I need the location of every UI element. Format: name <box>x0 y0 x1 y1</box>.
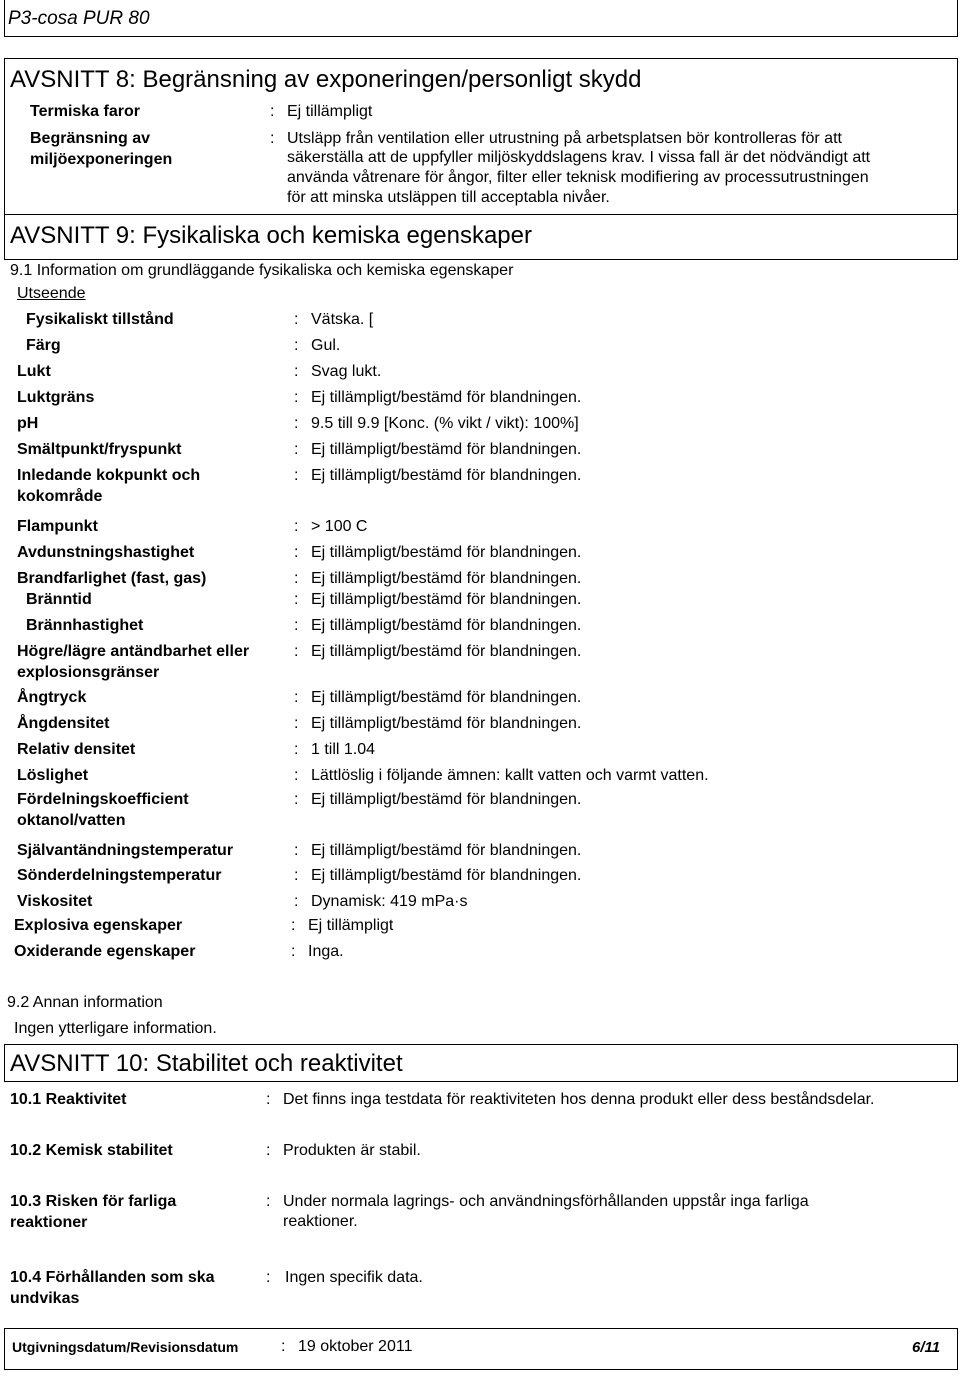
colon: : <box>294 389 299 406</box>
page-number: 6/11 <box>912 1339 941 1356</box>
footer-label: Utgivningsdatum/Revisionsdatum <box>12 1339 239 1355</box>
colon: : <box>266 1091 271 1108</box>
section-9-title: AVSNITT 9: Fysikaliska och kemiska egenskaper <box>10 222 532 249</box>
prop-value: > 100 C <box>311 518 368 535</box>
label-env-exposure-1: Begränsning av <box>30 130 151 147</box>
reactivity-label: 10.1 Reaktivitet <box>10 1091 127 1108</box>
prop-label: Fördelningskoefficient <box>17 791 189 808</box>
env-exposure-line-2: säkerställa att de uppfyller miljöskyddslagens krav. I vissa fall är det nödvändigt att <box>287 149 871 166</box>
colon: : <box>294 544 299 561</box>
colon: : <box>294 643 299 660</box>
colon: : <box>294 415 299 432</box>
prop-label: Högre/lägre antändbarhet eller <box>17 643 250 660</box>
colon: : <box>294 617 299 634</box>
other-info-text: Ingen ytterligare information. <box>14 1020 217 1037</box>
prop-label: Brännhastighet <box>26 617 144 634</box>
prop-value: Ej tillämpligt/bestämd för blandningen. <box>311 617 582 634</box>
prop-label: Sönderdelningstemperatur <box>17 867 222 884</box>
hazardous-reactions-value: Under normala lagrings- och användningsförhållanden uppstår inga farliga <box>283 1193 809 1210</box>
prop-value: Ej tillämpligt/bestämd för blandningen. <box>311 715 582 732</box>
prop-value: Ej tillämpligt/bestämd för blandningen. <box>311 842 582 859</box>
section-10-title: AVSNITT 10: Stabilitet och reaktivitet <box>10 1050 403 1077</box>
value-thermal-hazards: Ej tillämpligt <box>287 103 373 120</box>
prop-label: Luktgräns <box>17 389 95 406</box>
prop-label: oktanol/vatten <box>17 812 126 829</box>
prop-value: Ej tillämpligt/bestämd för blandningen. <box>311 643 582 660</box>
conditions-avoid-label: undvikas <box>10 1290 80 1307</box>
colon: : <box>294 767 299 784</box>
prop-label: Självantändningstemperatur <box>17 842 234 859</box>
prop-value: Ej tillämpligt/bestämd för blandningen. <box>311 867 582 884</box>
env-exposure-line-4: för att minska utsläppen till acceptabla nivåer. <box>287 189 610 206</box>
colon: : <box>294 570 299 587</box>
prop-value: Gul. <box>311 337 341 354</box>
prop-value: Ej tillämpligt/bestämd för blandningen. <box>311 591 582 608</box>
prop-label: Fysikaliskt tillstånd <box>26 311 174 328</box>
prop-label: Explosiva egenskaper <box>14 917 183 934</box>
prop-label: Ångtryck <box>17 689 87 706</box>
prop-value: Ej tillämpligt/bestämd för blandningen. <box>311 544 582 561</box>
prop-value: Inga. <box>308 943 344 960</box>
prop-value: Vätska. [ <box>311 311 374 328</box>
colon: : <box>294 715 299 732</box>
colon: : <box>266 1269 271 1286</box>
prop-value: 1 till 1.04 <box>311 741 376 758</box>
colon: : <box>294 311 299 328</box>
prop-label: Relativ densitet <box>17 741 136 758</box>
prop-value: 9.5 till 9.9 [Konc. (% vikt / vikt): 100%] <box>311 415 579 432</box>
stability-value: Produkten är stabil. <box>283 1142 421 1159</box>
colon: : <box>294 441 299 458</box>
prop-value: Dynamisk: 419 mPa·s <box>311 893 468 910</box>
section-8-title: AVSNITT 8: Begränsning av exponeringen/personligt skydd <box>10 66 642 93</box>
prop-value: Ej tillämpligt/bestämd för blandningen. <box>311 791 582 808</box>
colon: : <box>270 130 275 147</box>
colon: : <box>294 791 299 808</box>
colon: : <box>266 1142 271 1159</box>
prop-label: Avdunstningshastighet <box>17 544 195 561</box>
conditions-avoid-value: Ingen specifik data. <box>285 1269 423 1286</box>
colon: : <box>294 893 299 910</box>
prop-label: Viskositet <box>17 893 93 910</box>
colon: : <box>294 363 299 380</box>
colon: : <box>266 1193 271 1210</box>
colon: : <box>291 943 296 960</box>
footer-date: 19 oktober 2011 <box>298 1338 413 1355</box>
colon: : <box>270 103 275 120</box>
prop-value: Ej tillämpligt <box>308 917 394 934</box>
conditions-avoid-label: 10.4 Förhållanden som ska <box>10 1269 215 1286</box>
prop-label: Bränntid <box>26 591 92 608</box>
hazardous-reactions-label: reaktioner <box>10 1214 88 1231</box>
subsection-9-1: 9.1 Information om grundläggande fysikaliska och kemiska egenskaper <box>10 262 514 279</box>
colon: : <box>294 867 299 884</box>
prop-value: Lättlöslig i följande ämnen: kallt vatten och varmt vatten. <box>311 767 709 784</box>
prop-label: Ångdensitet <box>17 715 110 732</box>
prop-label: Smältpunkt/fryspunkt <box>17 441 182 458</box>
colon: : <box>294 842 299 859</box>
colon: : <box>294 337 299 354</box>
prop-label: Brandfarlighet (fast, gas) <box>17 570 207 587</box>
label-thermal-hazards: Termiska faror <box>30 103 140 120</box>
product-name: P3-cosa PUR 80 <box>8 8 150 29</box>
prop-label: explosionsgränser <box>17 664 160 681</box>
hazardous-reactions-value: reaktioner. <box>283 1213 358 1230</box>
colon: : <box>294 467 299 484</box>
prop-value: Svag lukt. <box>311 363 382 380</box>
colon: : <box>291 917 296 934</box>
prop-value: Ej tillämpligt/bestämd för blandningen. <box>311 689 582 706</box>
prop-value: Ej tillämpligt/bestämd för blandningen. <box>311 467 582 484</box>
env-exposure-line-1: Utsläpp från ventilation eller utrustning på arbetsplatsen bör kontrolleras för att <box>287 130 842 147</box>
prop-label: Oxiderande egenskaper <box>14 943 196 960</box>
prop-label: kokområde <box>17 488 103 505</box>
prop-value: Ej tillämpligt/bestämd för blandningen. <box>311 389 582 406</box>
prop-label: Inledande kokpunkt och <box>17 467 201 484</box>
prop-label: pH <box>17 415 39 432</box>
stability-label: 10.2 Kemisk stabilitet <box>10 1142 173 1159</box>
label-env-exposure-2: miljöexponeringen <box>30 151 173 168</box>
prop-value: Ej tillämpligt/bestämd för blandningen. <box>311 441 582 458</box>
hazardous-reactions-label: 10.3 Risken för farliga <box>10 1193 177 1210</box>
colon: : <box>294 741 299 758</box>
prop-label: Flampunkt <box>17 518 98 535</box>
prop-label: Löslighet <box>17 767 89 784</box>
env-exposure-line-3: använda våtrenare för ångor, filter eller teknisk modifiering av processutrustningen <box>287 169 869 186</box>
appearance-heading: Utseende <box>17 285 86 302</box>
prop-label: Färg <box>26 337 61 354</box>
prop-label: Lukt <box>17 363 51 380</box>
prop-value: Ej tillämpligt/bestämd för blandningen. <box>311 570 582 587</box>
subsection-9-2: 9.2 Annan information <box>7 994 163 1011</box>
colon: : <box>281 1338 286 1355</box>
colon: : <box>294 689 299 706</box>
reactivity-value: Det finns inga testdata för reaktiviteten hos denna produkt eller dess beståndsdelar. <box>283 1091 875 1108</box>
colon: : <box>294 518 299 535</box>
colon: : <box>294 591 299 608</box>
